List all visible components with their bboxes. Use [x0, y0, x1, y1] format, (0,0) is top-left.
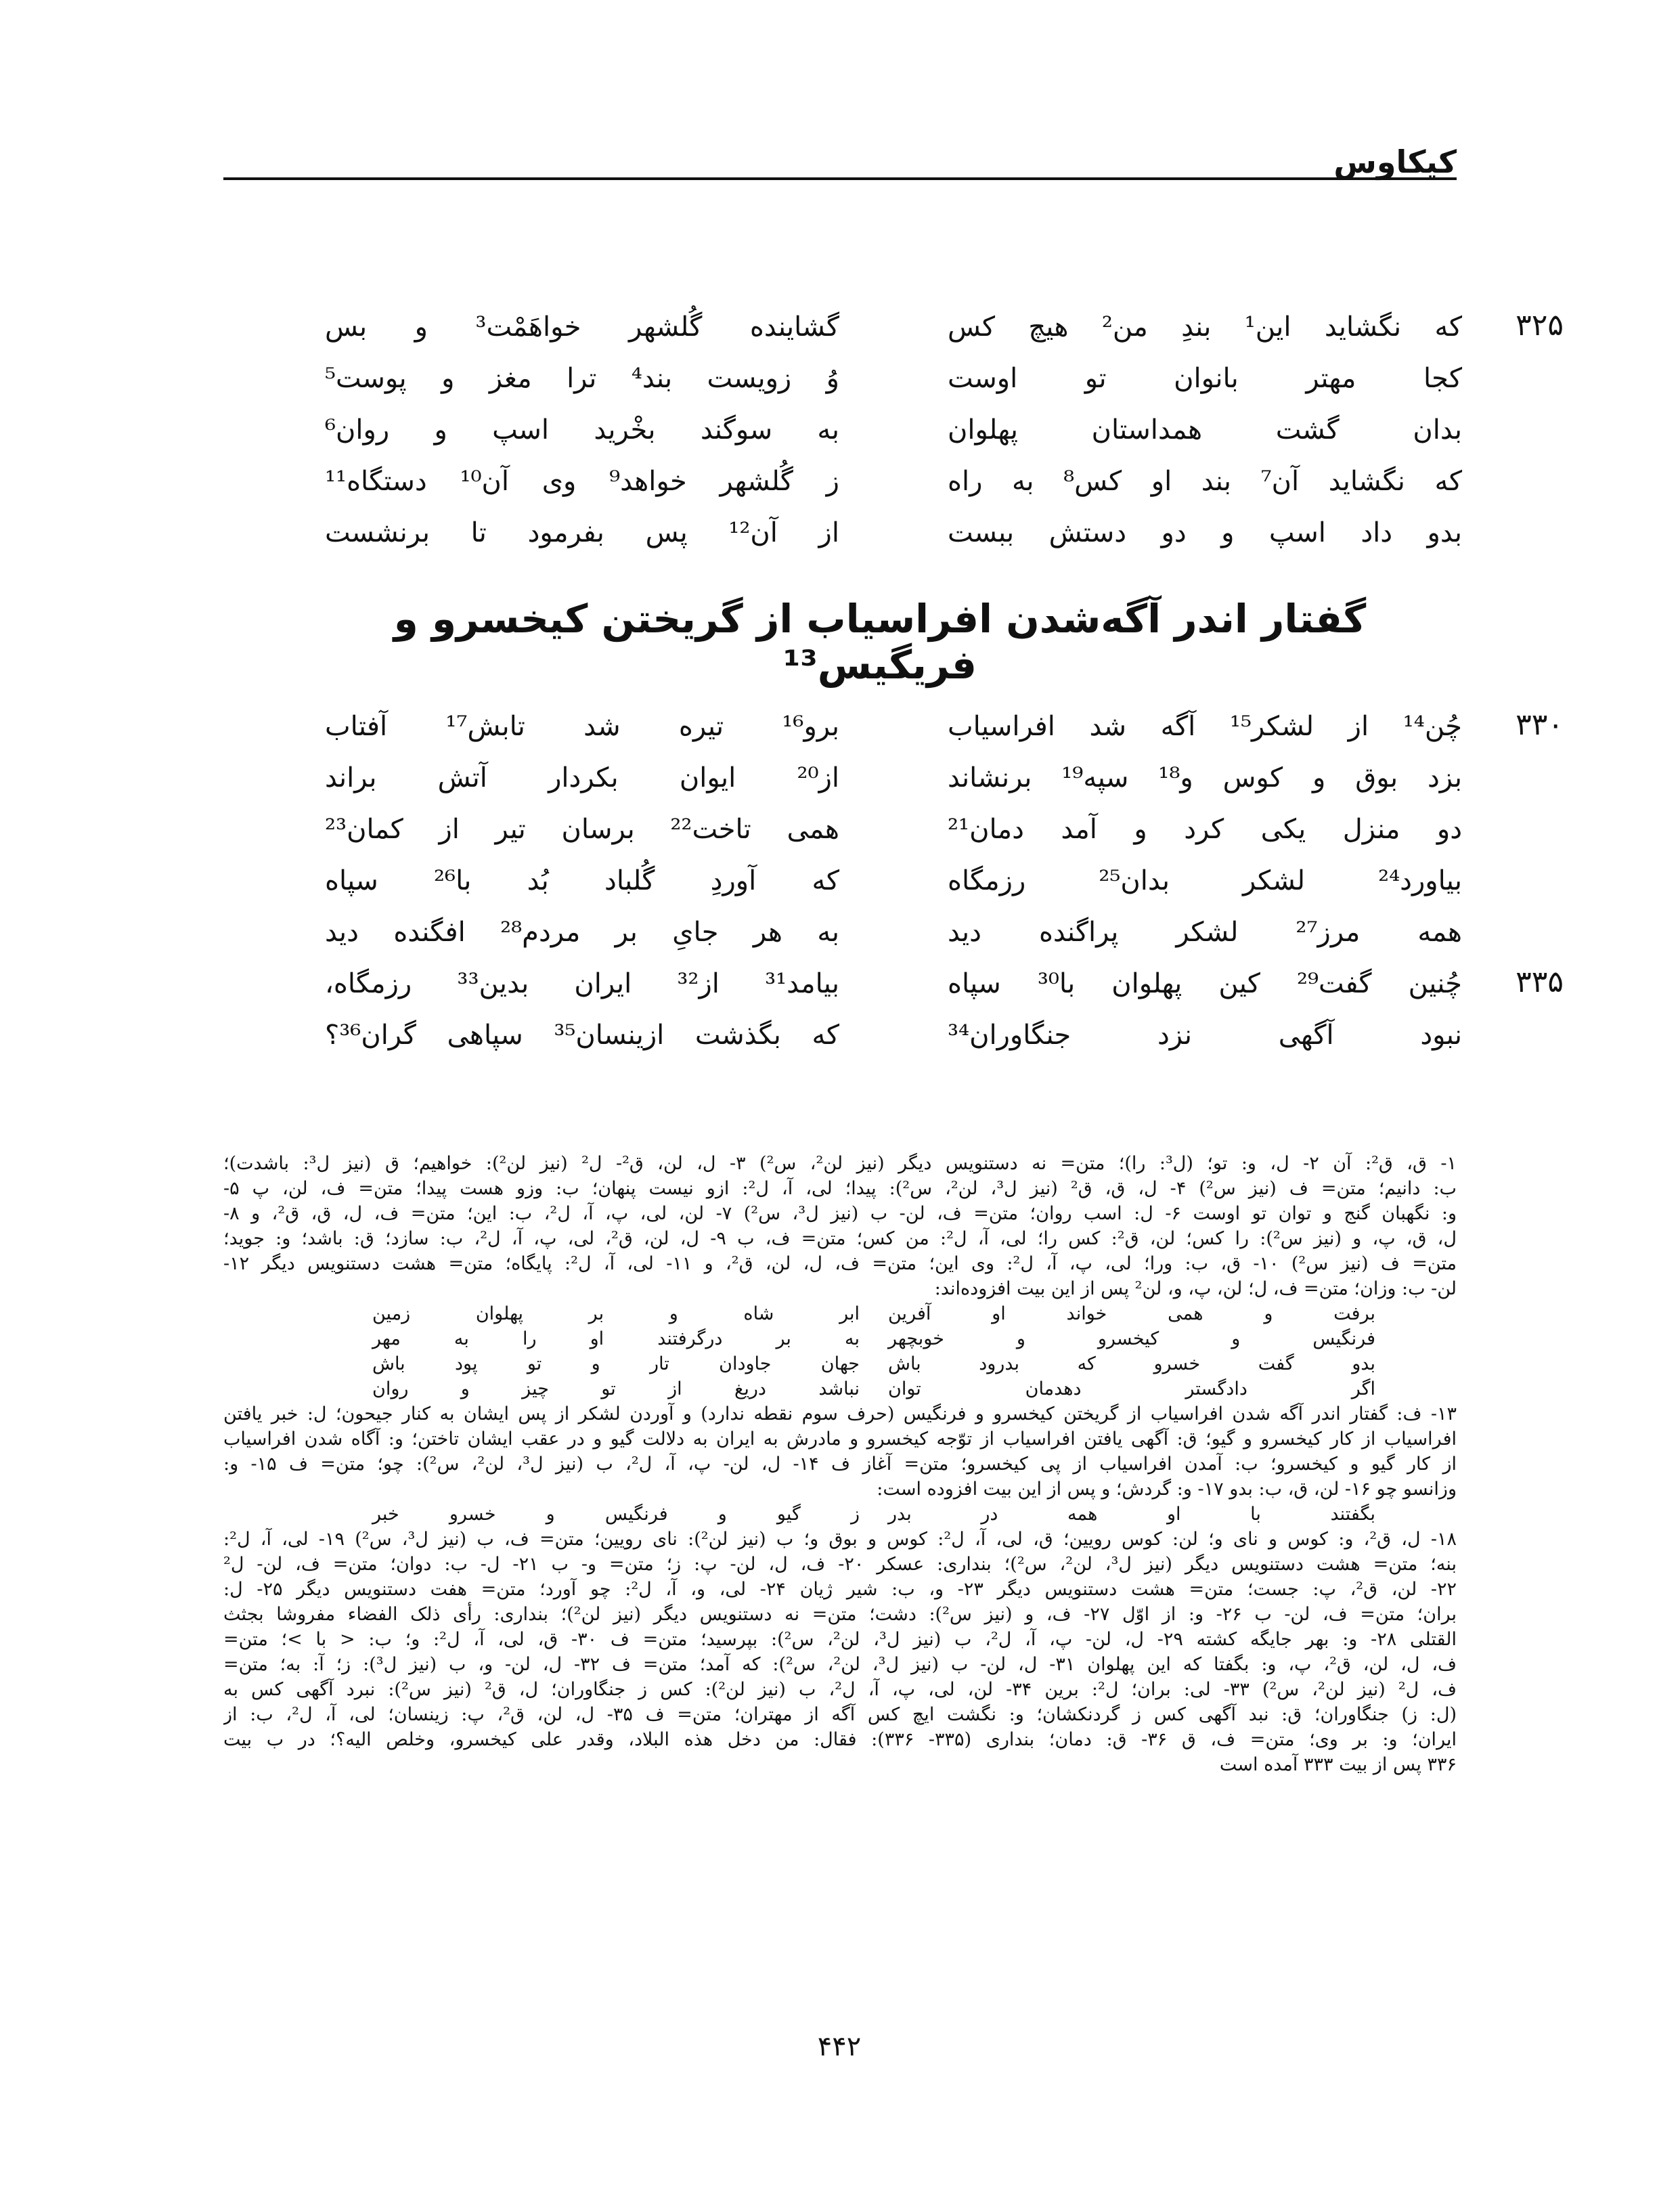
hemistich-right: بدان گشت همداستان پهلوان	[948, 414, 1462, 445]
stanza-1	[284, 308, 1564, 565]
hemistich-right: بدو داد اسپ و دو دستش ببست	[948, 517, 1462, 548]
hemistich-right: کجا مهتر بانوان تو اوست	[948, 363, 1462, 394]
hemistich-left: وُ زویست بند⁴ ترا مغز و پوست⁵	[325, 363, 839, 394]
stanza-2	[284, 707, 1564, 1068]
hemistich-left: گشاینده گُلشهر خواهَمْت³ و بس	[325, 311, 839, 343]
hemistich-right: که نگشاید آن⁷ بند او کس⁸ به راه	[948, 466, 1462, 497]
hemistich-left: بیامد³¹ از³² ایران بدین³³ رزمگاه،	[325, 968, 839, 999]
section-heading: گفتار اندر آگه‌شدن افراسیاب از گریختن کیخسرو و فریگیس¹³	[393, 596, 1367, 688]
header-rule	[223, 177, 1457, 180]
footnote-added-verse	[223, 1502, 1457, 1527]
hemistich-left: همی تاخت²² برسان تیر از کمان²³	[325, 814, 839, 845]
verse-number: ۳۲۵	[1516, 308, 1564, 343]
hemistich-left: به سوگند بخْرید اسپ و روان⁶	[325, 414, 839, 445]
added-hemistich-right: فرنگیس و کیخسرو و خوبچهر	[888, 1328, 1375, 1349]
hemistich-left: به هر جایِ بر مردم²⁸ افگنده دید	[325, 917, 840, 948]
footnote-added-verse	[223, 1301, 1457, 1326]
hemistich-right: بزد بوق و کوس و¹⁸ سپه¹⁹ برنشاند	[948, 762, 1463, 793]
hemistich-left: برو¹⁶ تیره شد تابش¹⁷ آفتاب	[325, 711, 839, 742]
verse-row	[284, 759, 1462, 810]
added-hemistich-right: بگفتند با او همه در بدر	[888, 1504, 1375, 1525]
verse-number: ۳۳۵	[1516, 965, 1564, 999]
hemistich-right: که نگشاید این¹ بندِ من² هیچ کس	[948, 311, 1462, 343]
verse-row	[284, 1016, 1462, 1068]
verse-row	[284, 411, 1462, 462]
hemistich-right: نبود آگهی نزد جنگاوران³⁴	[948, 1020, 1462, 1051]
footnote-added-verse	[223, 1326, 1457, 1351]
added-hemistich-left: به بر درگرفتند او را به مهر	[372, 1328, 860, 1349]
footnote-line: ۲۲- لن، ق²، پ: جست؛ متن= هشت دستنویس دیگر ۲۳- و، ب: شیر ژیان ۲۴- لی، و، آ، ل²: چو آورد؛ متن= هفت دستنویس دیگر ۲۵- ل:	[223, 1579, 1457, 1600]
footnote-line: ف، ل² (نیز لن²، س²) ۳۳- لی: بران؛ ل²: برین ۳۴- لن، لی، پ، آ، ل²، ب (نیز لن²): کس ز جنگاوران؛ ل، ق² (نیز س²): نبرد آگهی کس به	[223, 1679, 1457, 1700]
footnote-line: (ل: ز) جنگاوران؛ ق: نبد آگهی کس ز گردنکشان؛ و: نگشت ایچ کس آگه از مهتران؛ متن= ف ۳۵- ل، لن، ق²، پ: زینسان؛ لی، آ، ل²، ب: از	[223, 1704, 1457, 1725]
hemistich-right: بیاورد²⁴ لشکر بدان²⁵ رزمگاه	[948, 865, 1462, 896]
footnote-line: و: نگهبان گنج و توان تو اوست ۶- ل: اسب روان؛ متن= ف، لن- ب (نیز ل³، س²) ۷- لن، لی، پ، آ، ل²، ب: این؛ متن= ف، ل، ق، ق²، و ۸-	[223, 1203, 1457, 1224]
footnote-line: ب: دانیم؛ متن= ف (نیز س²) ۴- ل، ق، ق² (نیز ل³، لن²، س²): پیدا؛ لی، آ، ل²: ازو نیست پنهان؛ ب: وزو هست پیدا؛ متن= ف، لن، پ ۵-	[223, 1178, 1457, 1199]
footnote-line: ۱۳- ف: گفتار اندر آگه شدن افراسیاب از گریختن کیخسرو و فرنگیس (حرف سوم نقطه ندارد) و آوردن لشکر از پس ایشان به کنار جیحون؛ ل: خبر یافتن	[223, 1403, 1457, 1424]
added-hemistich-left: ابر شاه و بر پهلوان زمین	[372, 1303, 860, 1324]
hemistich-left: ز گُلشهر خواهد⁹ وی آن¹⁰ دستگاه¹¹	[325, 466, 839, 497]
footnote-line: بران؛ متن= ف، لن- ب ۲۶- و: از اوّل ۲۷- ف، و (نیز س²): دشت؛ متن= نه دستنویس دیگر (نیز لن²)؛ بنداری: رأی ذلک الفضاء مفروشا بجثث	[223, 1604, 1457, 1625]
added-hemistich-right: اگر دادگستر دهدمان توان	[888, 1378, 1375, 1399]
hemistich-right: چُن¹⁴ از لشکر¹⁵ آگه شد افراسیاب	[948, 711, 1463, 742]
footnote-line: متن= ف (نیز س²) ۱۰- ق، ب: ورا؛ لی، پ، آ، ل²: وی این؛ متن= ف، ل، لن، ق²، و ۱۱- لی، آ، ل²: پایگاه؛ متن= هشت دستنویس دیگر ۱۲-	[223, 1253, 1457, 1274]
footnote-added-verse	[223, 1351, 1457, 1376]
hemistich-right: دو منزل یکی کرد و آمد دمان²¹	[948, 814, 1462, 845]
verse-row	[284, 514, 1462, 565]
verse-row	[284, 965, 1564, 1016]
footnote-line: ۳۳۶ پس از بیت ۳۳۳ آمده است	[1219, 1754, 1457, 1775]
hemistich-right: چُنین گفت²⁹ کین پهلوان با³⁰ سپاه	[948, 968, 1462, 999]
added-hemistich-left: جهان جاودان تار و تو پود باش	[372, 1353, 860, 1374]
added-hemistich-right: برفت و همی خواند او آفرین	[888, 1303, 1375, 1324]
footnote-line: بنه؛ متن= هشت دستنویس دیگر (نیز ل³، لن²، س²)؛ بنداری: عسکر ۲۰- ف، ل، لن- پ: ز؛ متن= و- ب ۲۱- ل- ب: دوان؛ متن= ف، لن- ل²	[223, 1554, 1457, 1575]
hemistich-right: همه مرز²⁷ لشکر پراگنده دید	[948, 917, 1462, 948]
footnote-line: ۱- ق، ق²: آن ۲- ل، و: تو؛ (ل³: را)؛ متن= نه دستنویس دیگر (نیز لن²، س²) ۳- ل، لن، ق²- ل² (نیز لن²): خواهیم؛ ق (نیز ل³: باشدت)؛	[223, 1153, 1457, 1174]
verse-row	[284, 308, 1564, 360]
page-number: ۴۴۲	[817, 2031, 862, 2062]
verse-number: ۳۳۰	[1516, 707, 1564, 742]
verse-row	[284, 707, 1564, 759]
running-header-title: کیکاوس	[1333, 144, 1457, 180]
footnote-added-verse	[223, 1376, 1457, 1401]
footnote-line: افراسیاب از کار کیخسرو و گیو؛ ق: آگهی یافتن افراسیاب از توّجه کیخسرو و مادرش به ایران به دلالت گیو و در عقب ایشان تاختن؛ و: آگاه شدن افراسیاب	[223, 1429, 1457, 1450]
footnote-line: لن- ب: وزان؛ متن= ف، ل؛ لن، پ، و، لن² پس از این بیت افزوده‌اند:	[934, 1278, 1457, 1299]
added-hemistich-left: نباشد دریغ از تو چیز و روان	[372, 1378, 860, 1399]
footnote-line: ل، ق، پ، و (نیز س²): را کس؛ لن، ق²: کس را؛ لی، آ، ل²: من کس؛ متن= ف، ب ۹- ل، لن، ق²، لی، پ، آ، ل²، ب: سازد؛ ق: باشد؛ و: جوید؛	[223, 1228, 1457, 1249]
footnote-line: ایران؛ و: بر وی؛ متن= ف، ق ۳۶- ق: دمان؛ بنداری (۳۳۵- ۳۳۶): فقال: من دخل هذه البلاد، وقدر علی کیخسرو، وخلص الیه؟؛ در ب بیت	[223, 1729, 1457, 1750]
hemistich-left: که آوردِ گُلباد بُد با²⁶ سپاه	[325, 865, 839, 896]
hemistich-left: که بگذشت ازینسان³⁵ سپاهی گران³⁶؟	[325, 1020, 839, 1051]
verse-row	[284, 913, 1462, 965]
verse-row	[284, 462, 1462, 514]
footnotes	[223, 1151, 1457, 1777]
footnote-line: ۱۸- ل، ق²، و: کوس و نای و؛ لن: کوس رویین؛ ق، لی، آ، ل²: کوس و بوق و؛ ب (نیز لن²): نای رویین؛ متن= ف، ب (نیز ل³، س²) ۱۹- لی، آ، ل²:	[223, 1529, 1457, 1550]
footnote-line: القتلی ۲۸- و: بهر جایگه کشته ۲۹- ل، لن- پ، آ، ل²، ب (نیز ل³، لن²، س²): بپرسید؛ متن= ف ۳۰- ق، لی، آ، ل²: و؛ ب: < با >؛ متن=	[223, 1629, 1457, 1650]
hemistich-left: از آن¹² پس بفرمود تا برنشست	[325, 517, 839, 548]
verse-row	[284, 862, 1462, 913]
verse-row	[284, 360, 1462, 411]
added-hemistich-right: بدو گفت خسرو که بدرود باش	[888, 1353, 1375, 1374]
footnote-line: وزانسو چو ۱۶- لن، ق، ب: بدو ۱۷- و: گردش؛ و پس از این بیت افزوده است:	[877, 1479, 1457, 1500]
verse-row	[284, 810, 1462, 862]
added-hemistich-left: ز گیو و فرنگیس و خسرو خبر	[372, 1504, 860, 1525]
hemistich-left: از²⁰ ایوان بکردار آتش براند	[325, 762, 839, 793]
footnote-line: از کار گیو و کیخسرو؛ ب: آمدن افراسیاب از پی کیخسرو؛ متن= آغاز ف ۱۴- ل، لن- پ، آ، ل²، ب (نیز ل³، لن²، س²): چو؛ متن= ف ۱۵- و:	[223, 1454, 1457, 1475]
footnote-line: ف، ل، لن، ق²، پ، و: بگفتا که این پهلوان ۳۱- ل، لن- ب (نیز ل³، لن²، س²): که آمد؛ متن= ف ۳۲- ل، لن- و، ب (نیز ل³): ز؛ آ: به؛ متن=	[223, 1654, 1457, 1675]
